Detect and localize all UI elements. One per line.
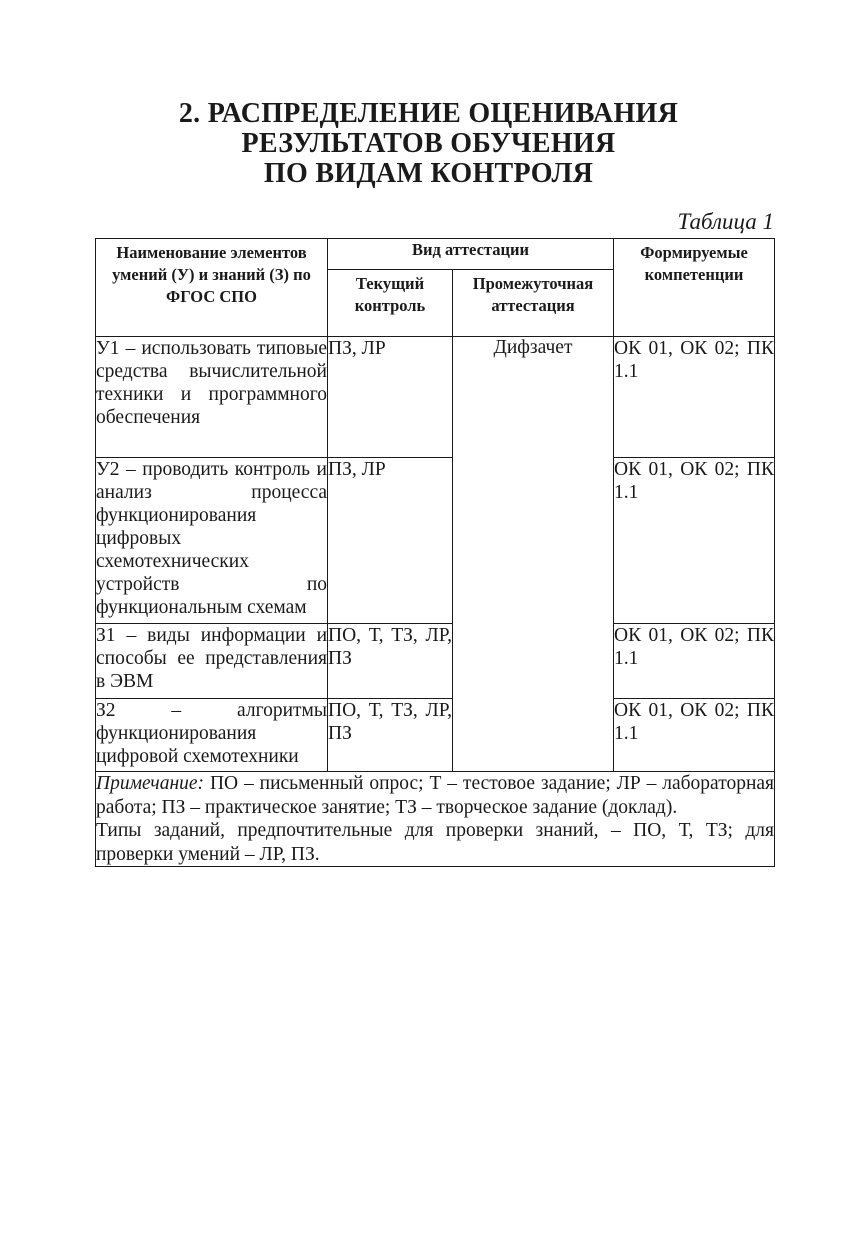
row-1-name: У1 – использовать типовые средства вычислительной техники и программного обеспечения — [96, 337, 328, 458]
header-attestation-group: Вид аттестации — [328, 239, 614, 270]
table-row — [96, 624, 775, 699]
note-label: Примечание: — [96, 773, 205, 794]
note-text-2: Типы заданий, предпочтительные для проверки знаний, – ПО, Т, ТЗ; для проверки умений – ЛР, ПЗ. — [96, 820, 775, 865]
note-row — [96, 772, 775, 867]
row-2-competencies: ОК 01, ОК 02; ПК 1.1 — [614, 458, 775, 624]
title-line-3: ПО ВИДАМ КОНТРОЛЯ — [263, 158, 594, 189]
table-row — [96, 337, 775, 458]
note-cell — [96, 772, 775, 867]
table-row — [96, 699, 775, 772]
title-line-1: 2. РАСПРЕДЕЛЕНИЕ ОЦЕНИВАНИЯ — [178, 98, 679, 129]
row-4-name: З2 – алгоритмы функционирования цифровой схемотехники — [96, 699, 328, 772]
row-1-current: ПЗ, ЛР — [328, 337, 453, 458]
row-4-current: ПО, Т, ТЗ, ЛР, ПЗ — [328, 699, 453, 772]
row-4-competencies: ОК 01, ОК 02; ПК 1.1 — [614, 699, 775, 772]
header-intermediate-attestation: Промежуточная аттестация — [453, 270, 614, 337]
assessment-table — [95, 238, 775, 867]
row-3-current: ПО, Т, ТЗ, ЛР, ПЗ — [328, 624, 453, 699]
row-2-current: ПЗ, ЛР — [328, 458, 453, 624]
note-text: ПО – письменный опрос; Т – тестовое задание; ЛР – лабораторная работа; ПЗ – практическое занятие; ТЗ – творческое задание (доклад). — [96, 773, 775, 818]
intermediate-cell: Дифзачет — [453, 337, 614, 772]
section-title — [0, 99, 857, 189]
row-3-competencies: ОК 01, ОК 02; ПК 1.1 — [614, 624, 775, 699]
title-line-2: РЕЗУЛЬТАТОВ ОБУЧЕНИЯ — [241, 128, 616, 159]
table-row — [96, 458, 775, 624]
table-caption: Таблица 1 — [677, 209, 774, 234]
header-elements: Наименование элементов умений (У) и знаний (З) по ФГОС СПО — [96, 239, 328, 337]
row-3-name: З1 – виды информации и способы ее представления в ЭВМ — [96, 624, 328, 699]
header-current-control: Текущий контроль — [328, 270, 453, 337]
row-1-competencies: ОК 01, ОК 02; ПК 1.1 — [614, 337, 775, 458]
row-2-name: У2 – проводить контроль и анализ процесса функционирования цифровых схемотехнических устройств по функциональным схемам — [96, 458, 328, 624]
header-competencies: Формируемые компетенции — [614, 239, 775, 337]
